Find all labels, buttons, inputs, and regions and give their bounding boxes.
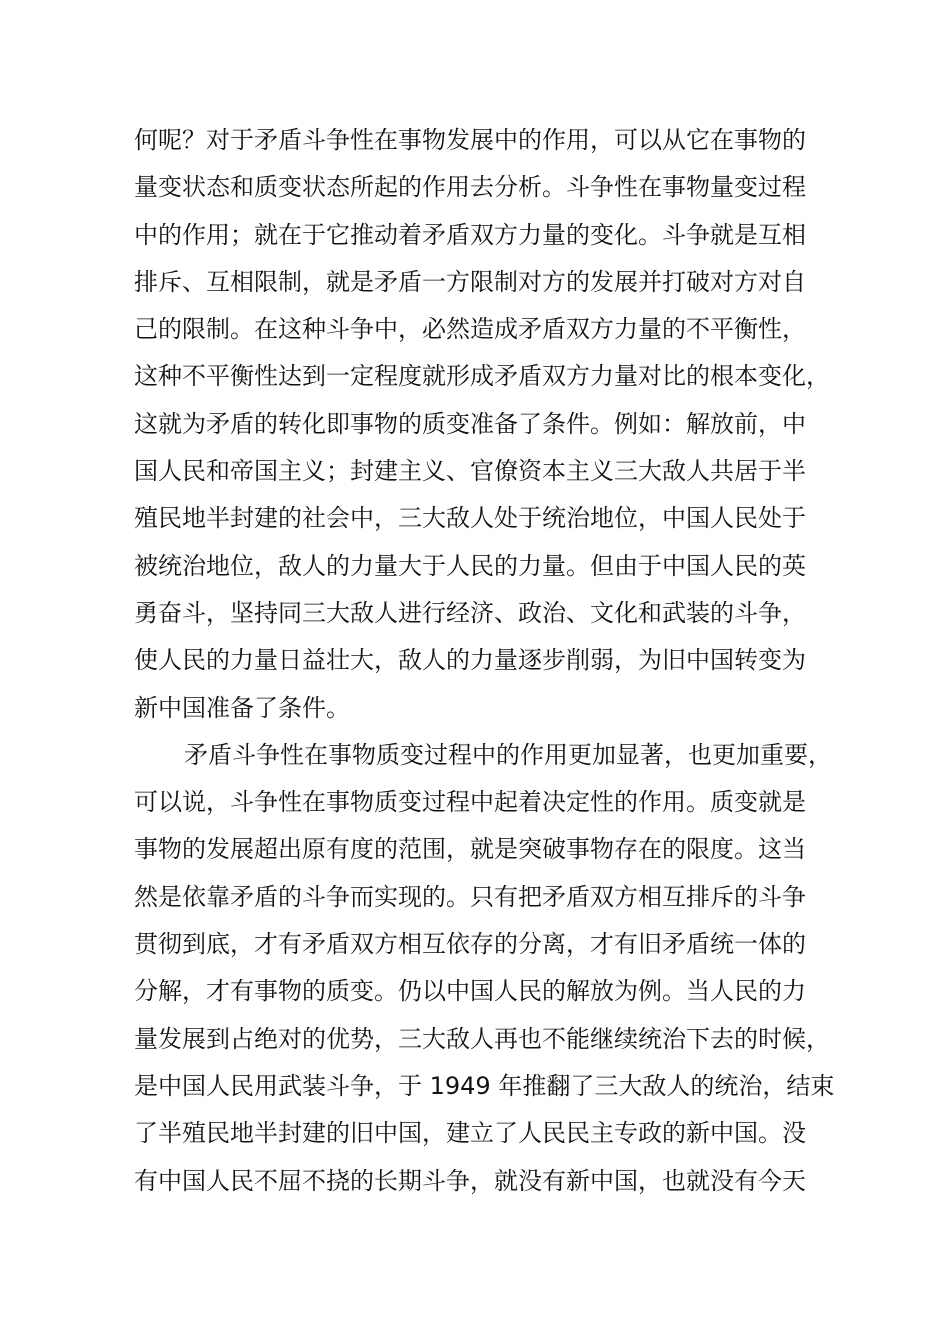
text-line: 这就为矛盾的转化即事物的质变准备了条件。例如：解放前，中 xyxy=(134,409,806,438)
text-line: 殖民地半封建的社会中，三大敌人处于统治地位，中国人民处于 xyxy=(134,504,806,533)
text-line: 贯彻到底，才有矛盾双方相互依存的分离，才有旧矛盾统一体的 xyxy=(134,930,806,959)
text-line: 是中国人民用武装斗争，于 1949 年推翻了三大敌人的统治，结束 xyxy=(134,1071,835,1100)
text-line: 新中国准备了条件。 xyxy=(134,693,350,722)
text-line: 可以说，斗争性在事物质变过程中起着决定性的作用。质变就是 xyxy=(134,788,806,817)
text-line: 量变状态和质变状态所起的作用去分析。斗争性在事物量变过程 xyxy=(134,173,806,202)
paragraph-1 xyxy=(134,117,834,732)
text-line: 有中国人民不屈不挠的长期斗争，就没有新中国，也就没有今天 xyxy=(134,1166,806,1195)
text-line: 分解，才有事物的质变。仍以中国人民的解放为例。当人民的力 xyxy=(134,977,806,1006)
text-line: 排斥、互相限制，就是矛盾一方限制对方的发展并打破对方对自 xyxy=(134,267,806,296)
text-line: 这种不平衡性达到一定程度就形成矛盾双方力量对比的根本变化， xyxy=(134,362,830,391)
text-line: 国人民和帝国主义；封建主义、官僚资本主义三大敌人共居于半 xyxy=(134,457,806,486)
text-line: 被统治地位，敌人的力量大于人民的力量。但由于中国人民的英 xyxy=(134,551,806,580)
text-line: 何呢？对于矛盾斗争性在事物发展中的作用，可以从它在事物的 xyxy=(134,126,806,154)
text-line: 然是依靠矛盾的斗争而实现的。只有把矛盾双方相互排斥的斗争 xyxy=(134,882,806,911)
text-line: 了半殖民地半封建的旧中国，建立了人民民主专政的新中国。没 xyxy=(134,1119,806,1148)
text-line: 量发展到占绝对的优势，三大敌人再也不能继续统治下去的时候， xyxy=(134,1024,830,1053)
text-line: 使人民的力量日益壮大，敌人的力量逐步削弱，为旧中国转变为 xyxy=(134,646,806,675)
text-line: 事物的发展超出原有度的范围，就是突破事物存在的限度。这当 xyxy=(134,835,806,864)
paragraph-2 xyxy=(134,732,834,1205)
document-body xyxy=(134,117,834,1205)
text-line: 中的作用；就在于它推动着矛盾双方力量的变化。斗争就是互相 xyxy=(134,220,806,249)
text-line: 己的限制。在这种斗争中，必然造成矛盾双方力量的不平衡性， xyxy=(134,315,806,344)
text-line: 矛盾斗争性在事物质变过程中的作用更加显著，也更加重要， xyxy=(184,740,832,769)
text-line: 勇奋斗，坚持同三大敌人进行经济、政治、文化和武装的斗争， xyxy=(134,598,806,627)
